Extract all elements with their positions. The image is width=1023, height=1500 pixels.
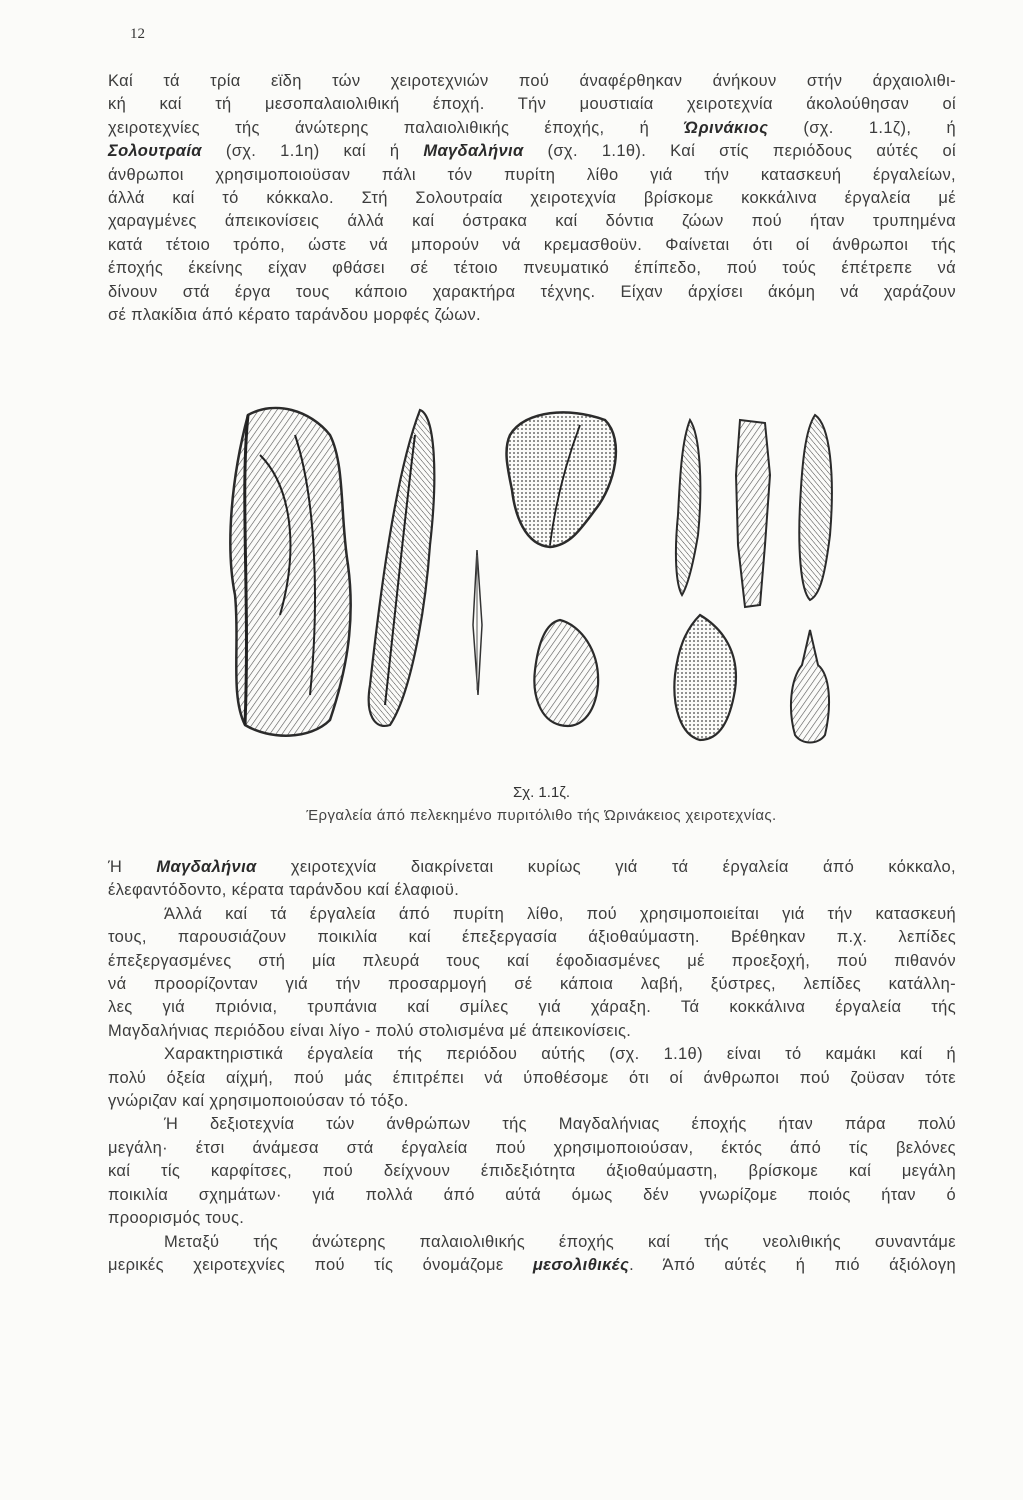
text-run: Μεταξύ τής άνώτερης παλαιολιθικής έποχής καί τής νεολιθικής συναντάμε [164, 1232, 956, 1251]
emphasized-term: Μαγδαλήνια [423, 142, 524, 161]
narrow-blade-3 [799, 415, 832, 600]
emphasized-term: Σολουτραία [108, 142, 202, 161]
figure-stone-tools [220, 395, 860, 775]
text-line [108, 903, 956, 926]
text-line [108, 1137, 956, 1160]
text-run: (σχ. 1.1θ). Καί στίς περιόδους αύτές οί [523, 142, 956, 161]
text-run: γνώριζαν καί χρησιμοποιούσαν τό τόξο. [108, 1092, 409, 1111]
text-line [108, 879, 956, 902]
intro-paragraph [108, 70, 956, 327]
emphasized-term: μεσολιθικές [532, 1255, 630, 1274]
text-line [108, 93, 956, 116]
text-line [108, 1113, 956, 1136]
text-line [108, 1043, 956, 1066]
large-flint-flake [230, 408, 350, 736]
text-line [108, 996, 956, 1019]
text-line [108, 234, 956, 257]
emphasized-term: Μαγδαλήνια [156, 858, 257, 876]
text-run: (σχ. 1.1ζ), ή [768, 118, 956, 137]
text-line [108, 1160, 956, 1183]
text-line [108, 140, 956, 163]
text-run: χαραγμένες άπεικονίσεις άλλά καί όστρακα καί δόντια ζώων πού ήταν τρυπημένα [108, 212, 956, 231]
thin-point [473, 550, 482, 695]
text-line [108, 856, 956, 879]
text-run: μεγάλη· έτσι άνάμεσα στά έργαλεία πού χρησιμοποιούσαν, έκτός άπό τίς βελόνες [108, 1138, 956, 1157]
narrow-blade-1 [676, 420, 700, 595]
text-run: πολύ όξεία αίχμή, πού μάς έπιτρέπει νά ύποθέσομε ότι οί άνθρωποι πού ζοϋσαν τότε [108, 1068, 956, 1087]
text-line [108, 1207, 956, 1230]
text-line [108, 164, 956, 187]
text-line [108, 1067, 956, 1090]
text-line [108, 1090, 956, 1113]
text-run: Χαρακτηριστικά έργαλεία τής περιόδου αύτής (σχ. 1.1θ) είναι τό καμάκι καί ή [164, 1045, 956, 1064]
pointed-flake [674, 615, 736, 740]
text-run: έλεφαντόδοντο, κέρατα ταράνδου καί έλαφιοϋ. [108, 881, 460, 900]
text-run: χειροτεχνία διακρίνεται κυρίως γιά τά έργαλεία άπό κόκκαλο, [256, 858, 956, 876]
page-number: 12 [130, 26, 145, 42]
text-run: (σχ. 1.1η) καί ή [201, 142, 424, 161]
text-run: κή καί τή μεσοπαλαιολιθική έποχή. Τήν μουστιαία χειροτεχνία άκολούθησαν οί [108, 95, 956, 114]
text-line [108, 210, 956, 233]
figure-label: Σχ. 1.1ζ. [512, 784, 571, 801]
text-line [108, 1254, 956, 1277]
text-run: έπεξεργασμένες στή μία πλευρά τους καί έφοδιασμένες μέ προεξοχή, πού πιθανόν [108, 951, 956, 970]
text-run: τους, παρουσιάζουν ποικιλία καί έπεξεργασία άξιοθαύμαστη. Βρέθηκαν π.χ. λεπίδες [108, 928, 956, 947]
text-line [108, 1184, 956, 1207]
text-run: καί τίς καρφίτσες, πού δείχνουν έπιδεξιότητα άξιοθαύμαστη, βρίσκομε καί μεγάλη [108, 1162, 956, 1181]
text-line [108, 950, 956, 973]
text-run: Καί τά τρία εϊδη τών χειροτεχνιών πού άναφέρθηκαν άνήκουν στήν άρχαιολιθι- [108, 72, 956, 90]
text-run: λες γιά πριόνια, τρυπάνια καί σμίλες γιά χάραξη. Τά κοκκάλινα έργαλεία τής [108, 998, 956, 1017]
text-run: . Άπό αύτές ή πιό άξιόλογη [629, 1255, 956, 1274]
small-flint-flake [534, 620, 598, 726]
text-line [108, 187, 956, 210]
figure-caption: Έργαλεία άπό πελεκημένο πυριτόλιθο τής Ώρινάκειος χειροτεχνίας. [306, 807, 777, 824]
text-line [108, 281, 956, 304]
text-run: Ή [108, 858, 157, 876]
text-run: άνθρωποι χρησιμοποιοϋσαν πάλι τόν πυρίτη λίθο γιά τήν κατασκευή έργαλείων, [108, 165, 956, 184]
text-run: μερικές χειροτεχνίες πού τίς όνομάζομε [108, 1255, 533, 1274]
text-line [108, 257, 956, 280]
text-line [108, 973, 956, 996]
text-run: ποικιλία σχημάτων· γιά πολλά άπό αύτά όμως δέν γνωρίζομε ποιός ήταν ό [108, 1185, 956, 1204]
flint-tools-illustration [220, 395, 860, 775]
body-paragraphs [108, 856, 956, 1277]
text-run: έποχής έκείνης είχαν φθάσει σέ τέτοιο πνευματικό έπίπεδο, πού τούς έπέτρεπε νά [108, 259, 956, 278]
flint-scraper [506, 412, 615, 547]
text-run: Άλλά καί τά έργαλεία άπό πυρίτη λίθο, πού χρησιμοποιείται γιά τήν κατασκευή [164, 904, 956, 923]
text-run: χειροτεχνίες τής άνώτερης παλαιολιθικής έποχής, ή [108, 118, 685, 137]
text-run: νά προορίζονταν γιά τήν προσαρμογή σέ κάποια λαβή, ξύστρες, λεπίδες κατάλλη- [108, 975, 956, 994]
text-run: Μαγδαλήνιας περιόδου είναι λίγο - πολύ στολισμένα μέ άπεικονίσεις. [108, 1021, 632, 1040]
tanged-point [791, 630, 829, 743]
text-run: προορισμός τους. [108, 1209, 245, 1228]
text-line [108, 1231, 956, 1254]
narrow-blade-2 [736, 420, 770, 607]
flint-blade [369, 410, 435, 726]
text-line [108, 1020, 956, 1043]
text-line [108, 304, 956, 327]
text-line [108, 117, 956, 140]
text-run: Ή δεξιοτεχνία τών άνθρώπων τής Μαγδαλήνιας έποχής ήταν πάρα πολύ [164, 1115, 956, 1134]
text-line [108, 70, 956, 93]
emphasized-term: Ώρινάκιος [684, 118, 769, 137]
text-run: κατά τέτοιο τρόπο, ώστε νά μπορούν νά κρεμασθοϋν. Φαίνεται ότι οί άνθρωποι τής [108, 235, 956, 254]
text-run: άλλά καί τό κόκκαλο. Στή Σολουτραία χειροτεχνία βρίσκομε κοκκάλινα έργαλεία μέ [108, 189, 956, 208]
text-line [108, 926, 956, 949]
text-run: δίνουν στά έργα τους κάποιο χαρακτήρα τέχνης. Είχαν άρχίσει άκόμη νά χαράζουν [108, 282, 956, 301]
text-run: σέ πλακίδια άπό κέρατο ταράνδου μορφές ζώων. [108, 306, 481, 325]
